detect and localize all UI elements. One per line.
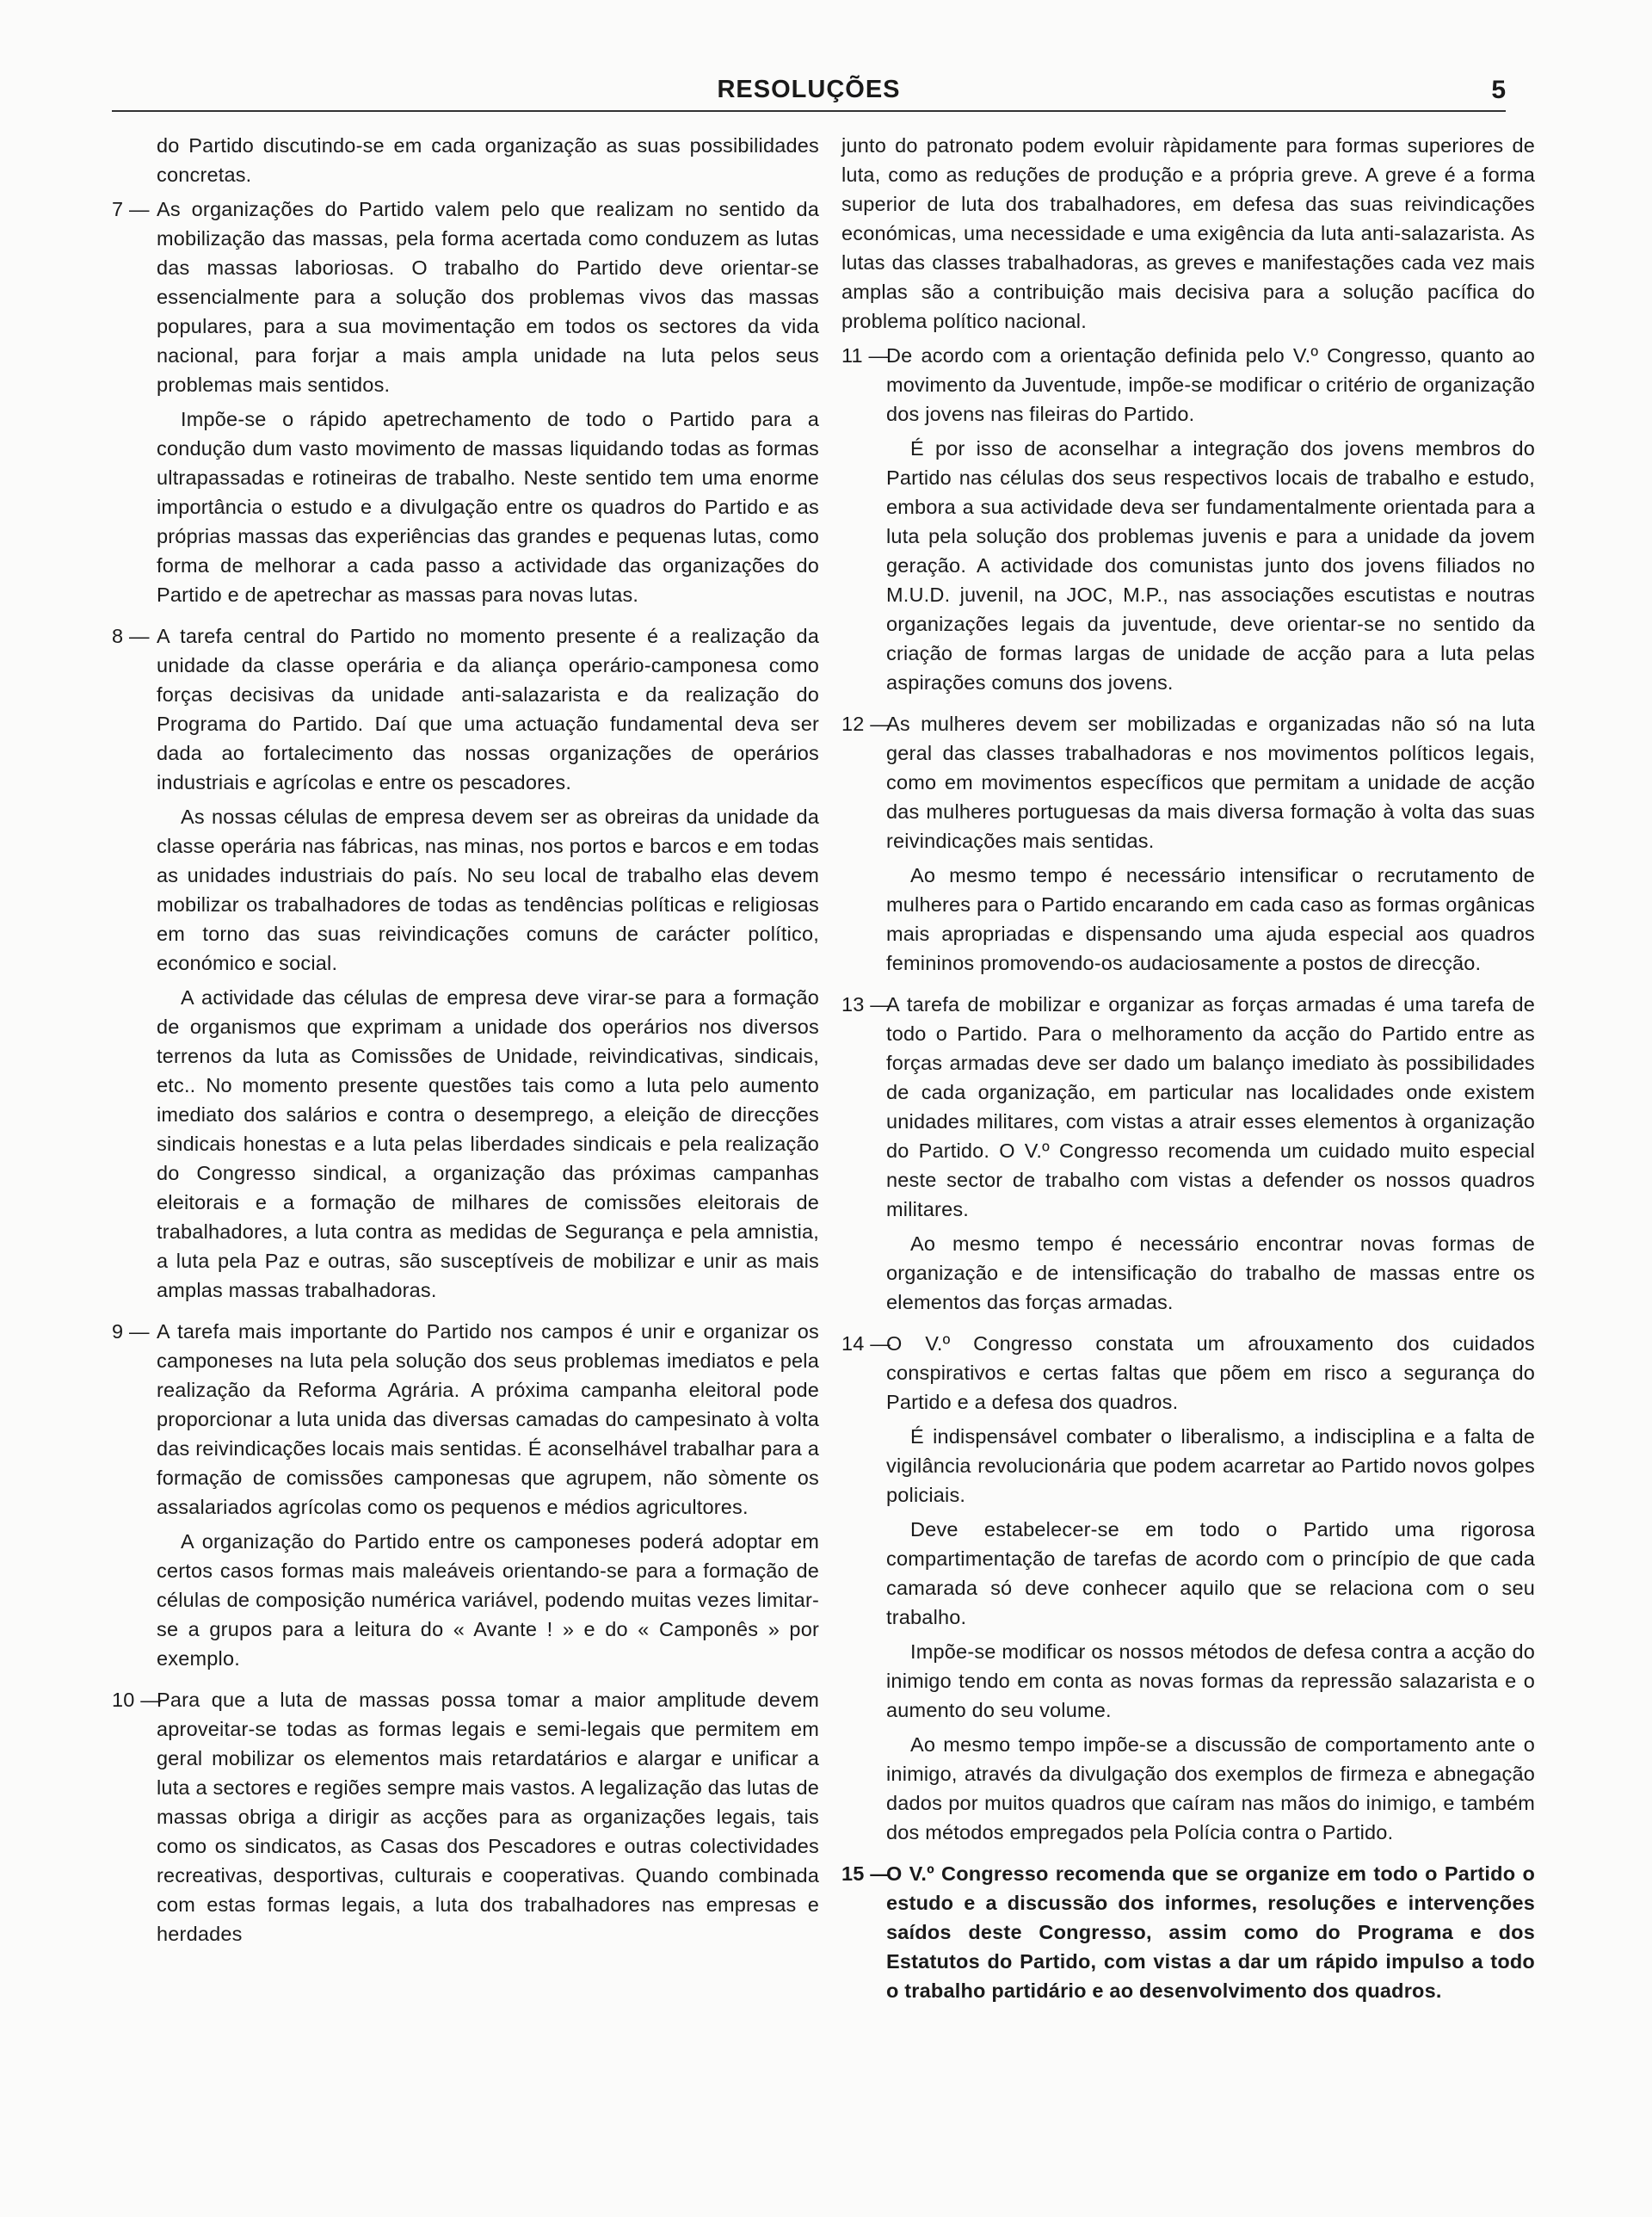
item-paragraph: As organizações do Partido valem pelo que realizam no sentido da mobilização das massas, pela forma acertada como conduzem as lutas das massas laboriosas. O trabalho do Partido deve orientar-se essencialmente para a solução dos problemas vivos das massas populares, para a sua movimentação em todos os sectores da vida nacional, para forjar a mais ampla unidade na luta pelos seus problemas mais sentidos.	[157, 198, 819, 396]
item-number: 12 —	[841, 713, 891, 735]
resolution-item	[841, 341, 1535, 697]
item-paragraph: Ao mesmo tempo impõe-se a discussão de comportamento ante o inimigo, através da divulgação dos exemplos de firmeza e abnegação dados por muitos quadros que caíram nas mãos do inimigo, e também dos métodos empregados pela Polícia contra o Partido.	[886, 1733, 1535, 1843]
item-paragraph: Impõe-se modificar os nossos métodos de defesa contra a acção do inimigo tendo em conta as novas formas da repressão salazarista e o aumento do seu volume.	[886, 1640, 1535, 1721]
page-number: 5	[1491, 76, 1506, 104]
continuation-paragraph: junto do patronato podem evoluir ràpidamente para formas superiores de luta, como as reduções de produção e a própria greve. A greve é a forma superior de luta dos trabalhadores, em defesa das suas reivindicações económicas, uma necessidade e uma exigência da luta anti-salazarista. As lutas das classes trabalhadoras, as greves e manifestações cada vez mais amplas são a contribuição mais decisiva para a solução pacífica do problema político nacional.	[841, 134, 1535, 332]
left-column	[112, 131, 819, 1961]
item-paragraph: A tarefa de mobilizar e organizar as forças armadas é uma tarefa de todo o Partido. Para o melhoramento da acção do Partido entre as forças armadas deve ser dado um balanço imediato às possibilidades de cada organização, em particular nas localidades onde existem unidades militares, com vistas a atrair esses elementos à organização do Partido. O V.º Congresso recomenda um cuidado muito especial neste sector de trabalho com vistas a defender os nossos quadros militares.	[886, 993, 1535, 1220]
item-number: 13 —	[841, 993, 891, 1016]
item-paragraph: A tarefa central do Partido no momento presente é a realização da unidade da classe operária e da aliança operário-camponesa como forças decisivas da unidade anti-salazarista e da realização do Programa do Partido. Daí que uma actuação fundamental deva ser dada ao fortalecimento das nossas organizações de operários industriais e agrícolas e entre os pescadores.	[157, 625, 819, 794]
resolution-item	[112, 1317, 819, 1673]
running-title: RESOLUÇÕES	[717, 76, 901, 103]
item-number: 8 —	[112, 625, 150, 647]
item-paragraph: O V.º Congresso constata um afrouxamento dos cuidados conspirativos e certas faltas que põem em risco a segurança do Partido e a defesa dos quadros.	[886, 1332, 1535, 1413]
resolution-item	[112, 195, 819, 609]
item-paragraph: As nossas células de empresa devem ser as obreiras da unidade da classe operária nas fábricas, nas minas, nos portos e barcos e em todas as unidades industriais do país. No seu local de trabalho elas devem mobilizar os trabalhadores de todas as tendências políticas e religiosas em torno das suas reivindicações comuns de carácter político, económico e social.	[157, 806, 819, 974]
item-number: 7 —	[112, 198, 150, 220]
resolution-item	[841, 1859, 1535, 2005]
item-paragraph: É indispensável combater o liberalismo, a indisciplina e a falta de vigilância revolucionária que podem acarretar ao Partido novos golpes policiais.	[886, 1425, 1535, 1506]
resolution-item	[841, 709, 1535, 978]
item-paragraph: As mulheres devem ser mobilizadas e organizadas não só na luta geral das classes trabalhadoras e nos movimentos políticos legais, como em movimentos específicos que permitam a unidade de acção das mulheres portuguesas da mais diversa formação à volta das suas reivindicações mais sentidas.	[886, 713, 1535, 852]
item-paragraph: Para que a luta de massas possa tomar a maior amplitude devem aproveitar-se todas as formas legais e semi-legais que permitem em geral mobilizar os elementos mais retardatários e alargar e unificar a luta a sectores e regiões sempre mais vastos. A legalização das lutas de massas obriga a dirigir as acções para as organizações legais, tais como os sindicatos, as Casas dos Pescadores e outras colectividades recreativas, desportivas, culturais e cooperativas. Quando combinada com estas formas legais, a luta dos trabalhadores nas empresas e herdades	[157, 1689, 819, 1945]
item-paragraph: A tarefa mais importante do Partido nos campos é unir e organizar os camponeses na luta pela solução dos seus problemas imediatos e pela realização da Reforma Agrária. A próxima campanha eleitoral pode proporcionar a luta unida das diversas camadas do campesinato à volta das reivindicações locais mais sentidas. É aconselhável trabalhar para a formação de comissões camponesas que agrupem, não sòmente os assalariados agrícolas como os pequenos e médios agricultores.	[157, 1320, 819, 1518]
item-paragraph: De acordo com a orientação definida pelo V.º Congresso, quanto ao movimento da Juventude, impõe-se modificar o critério de organização dos jovens nas fileiras do Partido.	[886, 344, 1535, 425]
item-paragraph: A organização do Partido entre os camponeses poderá adoptar em certos casos formas mais maleáveis orientando-se para a formação de células de composição numérica variável, podendo muitas vezes limitar-se a grupos para a leitura do « Avante ! » e do « Camponês » por exemplo.	[157, 1530, 819, 1670]
item-paragraph: Ao mesmo tempo é necessário intensificar o recrutamento de mulheres para o Partido encarando em cada caso as formas orgânicas mais apropriadas e dispensando uma ajuda especial aos quadros femininos promovendo-os audaciosamente a postos de direcção.	[886, 864, 1535, 974]
item-number: 9 —	[112, 1320, 150, 1343]
item-paragraph: É por isso de aconselhar a integração dos jovens membros do Partido nas células dos seus respectivos locais de trabalho e estudo, embora a sua actividade deva ser fundamentalmente orientada para a luta pela solução dos problemas juvenis e para a unidade da jovem geração. A actividade dos comunistas junto dos jovens filiados no M.U.D. juvenil, na JOC, M.P., nas associações escutistas e noutras organizações legais da juventude, deve orientar-se no sentido da criação de formas largas de unidade de acção para a luta pelas aspirações comuns dos jovens.	[886, 437, 1535, 694]
page-header	[112, 74, 1506, 114]
resolution-item	[841, 990, 1535, 1317]
item-paragraph: Ao mesmo tempo é necessário encontrar novas formas de organização e de intensificação do trabalho de massas entre os elementos das forças armadas.	[886, 1232, 1535, 1313]
item-paragraph: A actividade das células de empresa deve virar-se para a formação de organismos que exprimam a unidade dos operários nos diversos terrenos da luta as Comissões de Unidade, reivindicativas, sindicais, etc.. No momento presente questões tais como a luta pelo aumento imediato dos salários e contra o desemprego, a eleição de direcções sindicais honestas e a luta pelas liberdades sindicais e pela realização do Congresso sindical, a organização das próximas campanhas eleitorais e a formação de milhares de comissões eleitorais de trabalhadores, a luta contra as medidas de Segurança e pela amnistia, a luta pela Paz e outras, são susceptíveis de mobilizar e unir as mais amplas massas trabalhadoras.	[157, 986, 819, 1301]
continuation-paragraph: do Partido discutindo-se em cada organização as suas possibilidades concretas.	[157, 134, 819, 186]
header-rule	[112, 110, 1506, 112]
right-column	[841, 131, 1535, 2017]
resolution-item	[841, 1329, 1535, 1847]
item-number: 15 —	[841, 1862, 891, 1885]
item-paragraph: Deve estabelecer-se em todo o Partido uma rigorosa compartimentação de tarefas de acordo com o princípio de que cada camarada só deve conhecer aquilo que se relaciona com o seu trabalho.	[886, 1518, 1535, 1628]
item-number: 11 —	[841, 344, 890, 367]
item-paragraph: Impõe-se o rápido apetrechamento de todo o Partido para a condução dum vasto movimento de massas liquidando todas as formas ultrapassadas e rotineiras de trabalho. Neste sentido tem uma enorme importância o estudo e a divulgação entre os quadros do Partido e as próprias massas das experiências das grandes e pequenas lutas, como forma de melhorar a cada passo a actividade das organizações do Partido e de apetrechar as massas para novas lutas.	[157, 408, 819, 606]
item-number: 10 —	[112, 1689, 161, 1711]
item-number: 14 —	[841, 1332, 891, 1355]
item-paragraph: O V.º Congresso recomenda que se organize em todo o Partido o estudo e a discussão dos informes, resoluções e intervenções saídos deste Congresso, assim como do Programa e dos Estatutos do Partido, com vistas a dar um rápido impulso a todo o trabalho partidário e ao desenvolvimento dos quadros.	[886, 1862, 1535, 2002]
resolution-item	[112, 1685, 819, 1948]
resolution-item	[112, 621, 819, 1305]
